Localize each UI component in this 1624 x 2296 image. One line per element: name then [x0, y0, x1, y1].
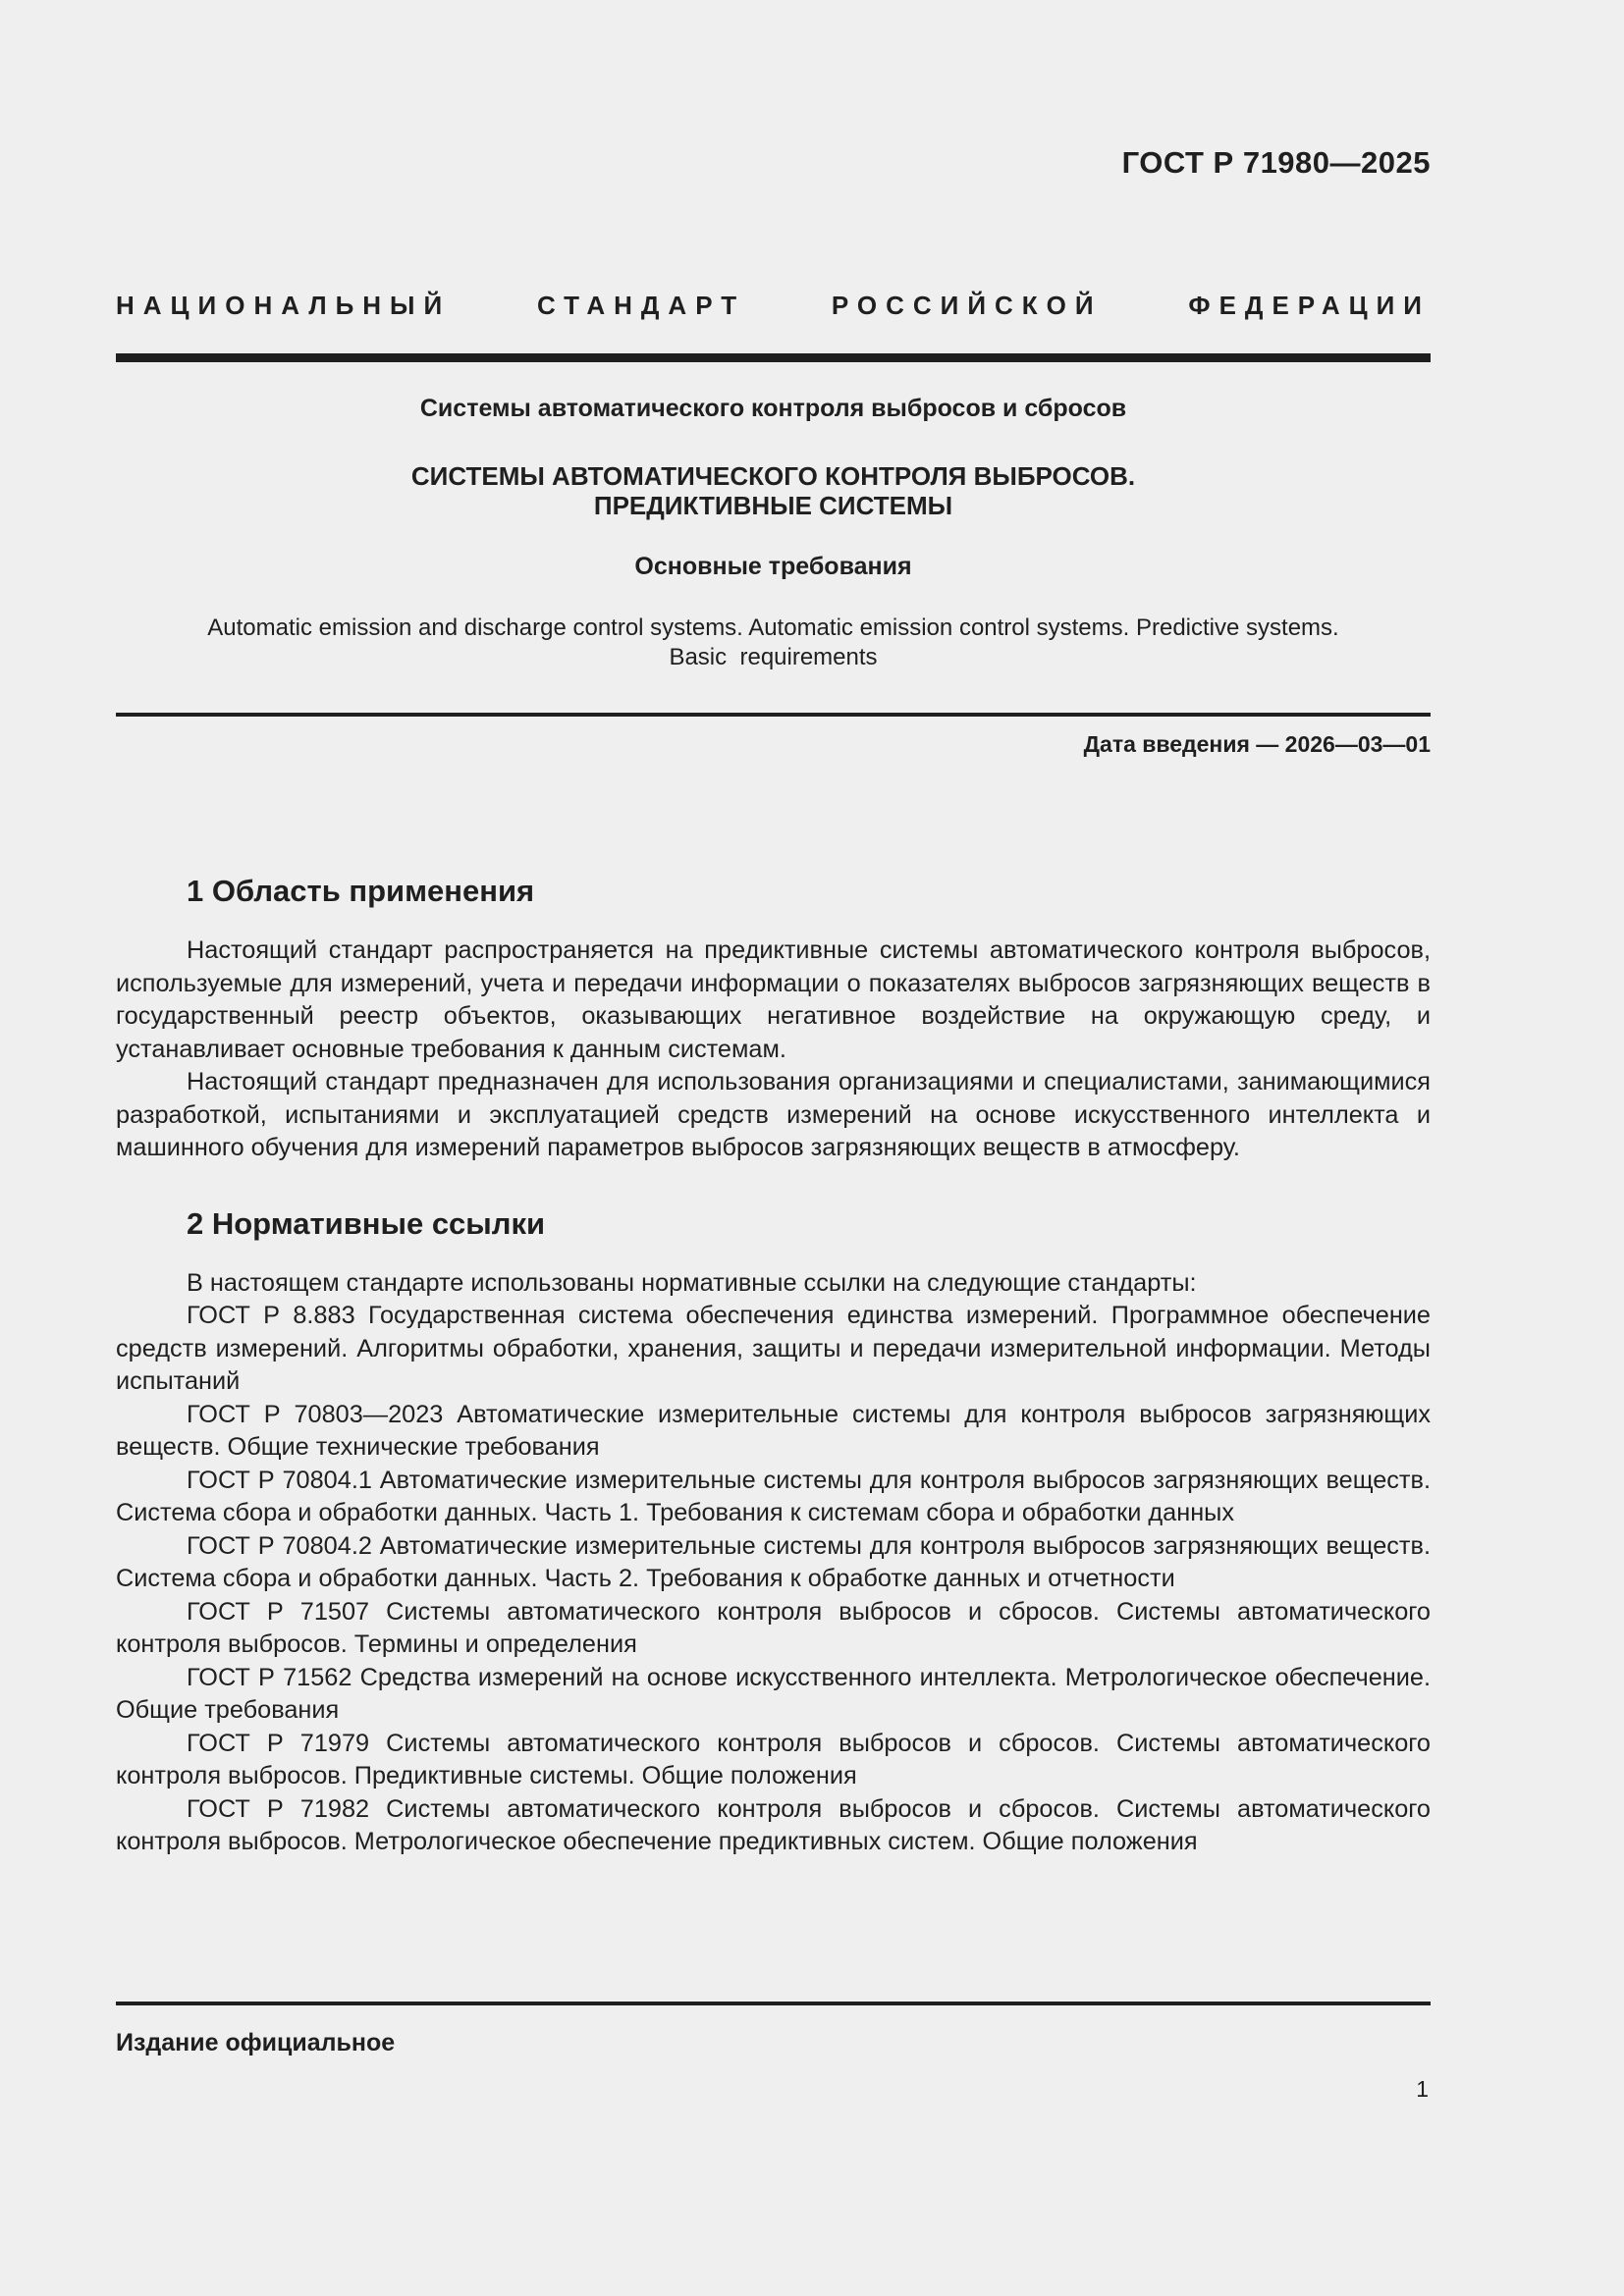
body-paragraph: Настоящий стандарт предназначен для использования организациями и специалистами, занимающимися разработкой, испытаниями и эксплуатацией средств измерений на основе искусственного интеллекта и машинного обучения для измерений параметров выбросов загрязняющих веществ в атмосферу.: [116, 1068, 1431, 1161]
document-number: ГОСТ Р 71980—2025: [1121, 145, 1431, 180]
standard-main-title-line2: ПРЕДИКТИВНЫЕ СИСТЕМЫ: [593, 491, 953, 520]
standard-subtitle: Основные требования: [634, 553, 912, 580]
reference-entry: ГОСТ Р 70804.1 Автоматические измерительные системы для контроля выбросов загрязняющих веществ. Система сбора и обработки данных. Часть 1. Требования к системам сбора и обработки данных: [116, 1466, 1431, 1526]
standard-group-title: Системы автоматического контроля выбросов и сбросов: [419, 395, 1127, 422]
reference-entry: ГОСТ Р 71979 Системы автоматического контроля выбросов и сбросов. Системы автоматического контроля выбросов. Предиктивные системы. Общие положения: [116, 1729, 1431, 1789]
reference-entry: ГОСТ Р 71507 Системы автоматического контроля выбросов и сбросов. Системы автоматического контроля выбросов. Термины и определения: [116, 1597, 1431, 1658]
national-standard-title: НАЦИОНАЛЬНЫЙ СТАНДАРТ РОССИЙСКОЙ ФЕДЕРАЦИИ: [116, 291, 1431, 320]
section-heading: 1 Область применения: [187, 874, 535, 908]
title-divider: [116, 713, 1431, 717]
official-edition-label: Издание официальное: [116, 2029, 396, 2056]
english-title-line2: Basic requirements: [669, 644, 878, 670]
introduction-date: Дата введения — 2026—03—01: [1083, 731, 1431, 757]
body-paragraph: Настоящий стандарт распространяется на предиктивные системы автоматического контроля выбросов, используемые для измерений, учета и передачи информации о показателях выбросов загрязняющих веществ в государственный реестр объектов, оказывающих негативное воздействие на окружающую среду, и устанавливает основные требования к данным системам.: [116, 936, 1431, 1063]
footer-divider: [116, 2002, 1431, 2005]
section-heading: 2 Нормативные ссылки: [187, 1205, 546, 1241]
english-title-line1: Automatic emission and discharge control systems. Automatic emission control systems. Predictive systems.: [207, 614, 1339, 641]
section-spacer: [116, 1165, 1431, 1206]
reference-entry: ГОСТ Р 71562 Средства измерений на основе искусственного интеллекта. Метрологическое обеспечение. Общие требования: [116, 1663, 1431, 1724]
english-title: [116, 614, 1431, 672]
document-body: [116, 874, 1431, 1859]
body-paragraph: В настоящем стандарте использованы нормативные ссылки на следующие стандарты:: [187, 1268, 1197, 1297]
header-divider: [116, 353, 1431, 362]
standard-main-title-line1: СИСТЕМЫ АВТОМАТИЧЕСКОГО КОНТРОЛЯ ВЫБРОСОВ.: [410, 461, 1136, 491]
reference-entry: ГОСТ Р 70804.2 Автоматические измерительные системы для контроля выбросов загрязняющих веществ. Система сбора и обработки данных. Часть 2. Требования к обработке данных и отчетности: [116, 1531, 1431, 1592]
standard-main-title: [116, 461, 1431, 520]
reference-entry: ГОСТ Р 70803—2023 Автоматические измерительные системы для контроля выбросов загрязняющих веществ. Общие технические требования: [116, 1400, 1431, 1461]
reference-entry: ГОСТ Р 8.883 Государственная система обеспечения единства измерений. Программное обеспечение средств измерений. Алгоритмы обработки, хранения, защиты и передачи измерительной информации. Методы испытаний: [116, 1302, 1431, 1395]
page-number: 1: [1416, 2076, 1429, 2102]
reference-entry: ГОСТ Р 71982 Системы автоматического контроля выбросов и сбросов. Системы автоматического контроля выбросов. Метрологическое обеспечение предиктивных систем. Общие положения: [116, 1794, 1431, 1855]
